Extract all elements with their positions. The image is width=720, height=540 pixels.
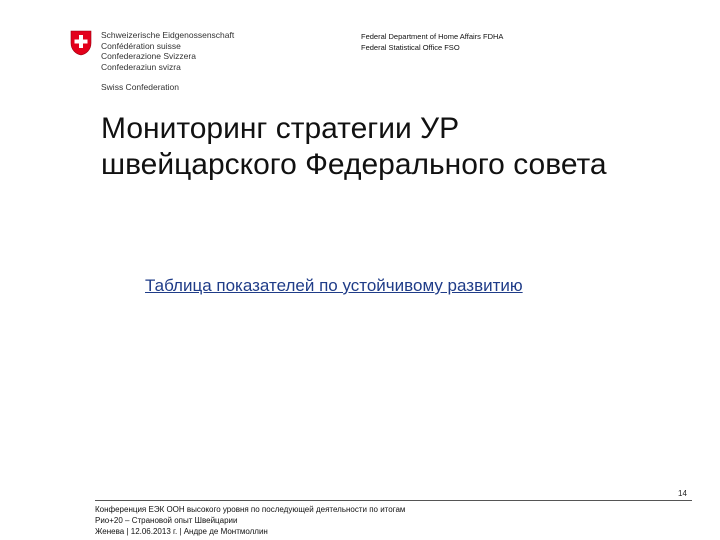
slide-title-line-1: Мониторинг стратегии УР	[101, 112, 460, 145]
department-header	[361, 32, 503, 53]
footer-line-1: Конференция ЕЭК ООН высокого уровня по последующей деятельности по итогам	[95, 505, 406, 514]
page-number: 14	[678, 489, 687, 498]
confederation-name-rm: Confederaziun svizra	[101, 61, 181, 72]
confederation-names	[101, 30, 234, 93]
footer-line-2: Рио+20 – Страновой опыт Швейцарии	[95, 516, 238, 525]
footer-line-3: Женева | 12.06.2013 г. | Андре де Монтмоллин	[95, 527, 268, 536]
swiss-coat-of-arms-icon	[70, 30, 92, 56]
slide-title-line-2: швейцарского Федерального совета	[101, 148, 607, 181]
office-name: Federal Statistical Office FSO	[361, 42, 460, 52]
confederation-name-en: Swiss Confederation	[101, 82, 179, 92]
confederation-name-fr: Confédération suisse	[101, 40, 181, 51]
confederation-name-de: Schweizerische Eidgenossenschaft	[101, 30, 235, 40]
slide-title	[101, 111, 607, 183]
footer-divider	[95, 500, 692, 501]
footer-text	[95, 504, 405, 537]
department-name: Federal Department of Home Affairs FDHA	[361, 32, 504, 41]
indicators-table-link[interactable]: Таблица показателей по устойчивому развитию	[145, 276, 523, 295]
confederation-name-it: Confederazione Svizzera	[101, 51, 196, 61]
